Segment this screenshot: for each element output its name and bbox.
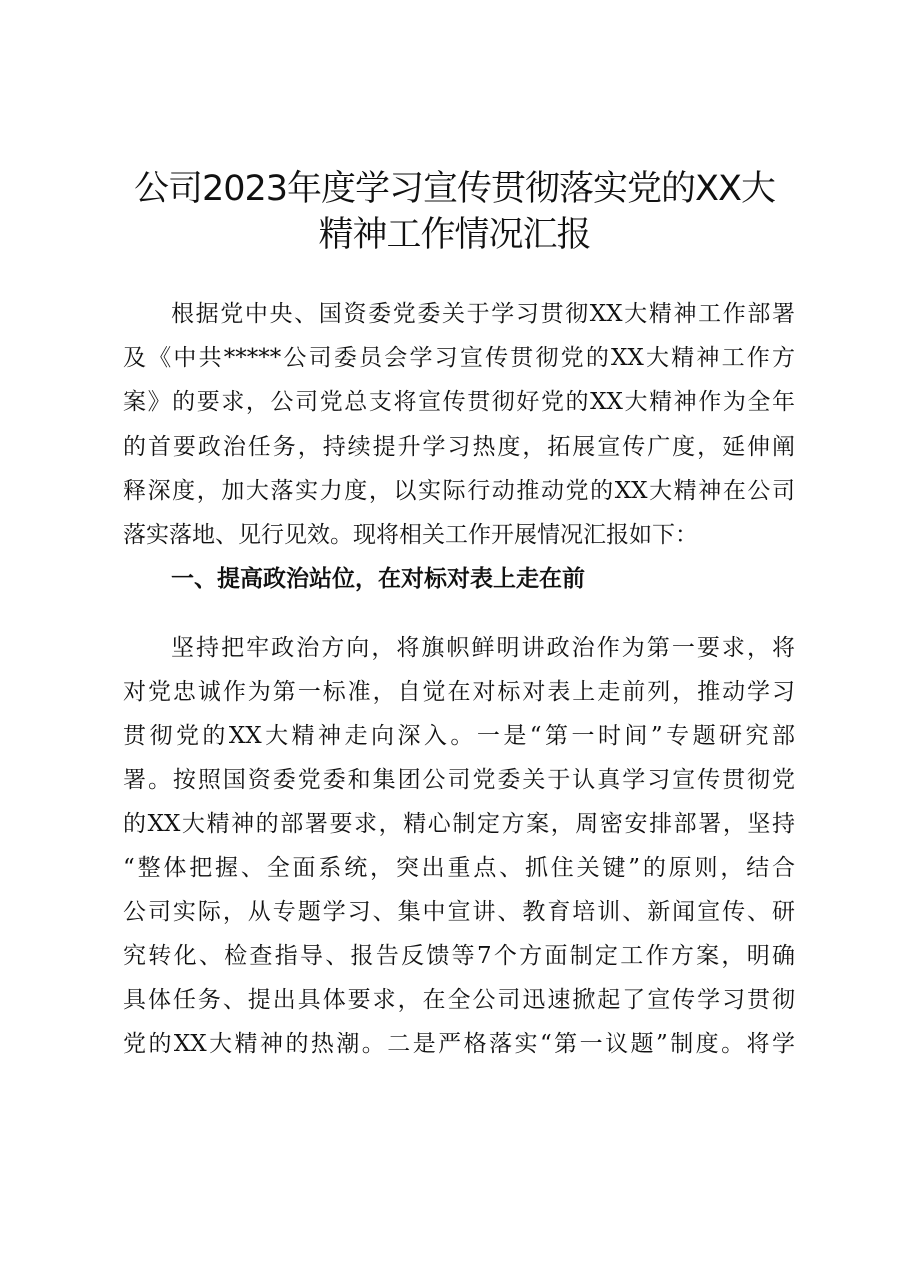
intro-paragraph-line: 根据党中央、国资委党委关于学习贯彻XX大精神工作部署 bbox=[171, 301, 795, 327]
intro-paragraph-line: 的首要政治任务，持续提升学习热度，拓展宣传广度，延伸阐 bbox=[123, 434, 795, 460]
section-paragraph-line: 署。按照国资委党委和集团公司党委关于认真学习宣传贯彻党 bbox=[123, 767, 795, 793]
section-heading: 一、提高政治站位，在对标对表上走在前 bbox=[171, 566, 585, 592]
section-paragraph-line: 具体任务、提出具体要求，在全公司迅速掀起了宣传学习贯彻 bbox=[123, 987, 795, 1013]
intro-paragraph-line: 及《中共*****公司委员会学习宣传贯彻党的XX大精神工作方 bbox=[123, 345, 795, 371]
intro-paragraph-line: 案》的要求，公司党总支将宣传贯彻好党的XX大精神作为全年 bbox=[123, 389, 795, 415]
section-paragraph-line: 贯彻党的XX大精神走向深入。一是“第一时间”专题研究部 bbox=[123, 723, 795, 749]
section-paragraph-line: 究转化、检查指导、报告反馈等7个方面制定工作方案，明确 bbox=[123, 943, 795, 969]
document-title-line-1: 公司2023年度学习宣传贯彻落实党的XX大 bbox=[133, 169, 776, 209]
section-paragraph-line: “整体把握、全面系统，突出重点、抓住关键”的原则，结合 bbox=[123, 855, 795, 881]
section-paragraph-line: 党的XX大精神的热潮。二是严格落实“第一议题”制度。将学 bbox=[123, 1031, 795, 1057]
document-title-line-2: 精神工作情况汇报 bbox=[318, 215, 591, 255]
intro-paragraph-line: 释深度，加大落实力度，以实际行动推动党的XX大精神在公司 bbox=[123, 478, 795, 504]
section-paragraph-line: 坚持把牢政治方向，将旗帜鲜明讲政治作为第一要求，将 bbox=[171, 635, 795, 661]
section-paragraph-line: 的XX大精神的部署要求，精心制定方案，周密安排部署，坚持 bbox=[123, 811, 795, 837]
intro-paragraph-line: 落实落地、见行见效。现将相关工作开展情况汇报如下： bbox=[123, 522, 698, 548]
section-paragraph-line: 公司实际，从专题学习、集中宣讲、教育培训、新闻宣传、研 bbox=[123, 899, 795, 925]
section-paragraph-line: 对党忠诚作为第一标准，自觉在对标对表上走前列，推动学习 bbox=[123, 679, 795, 705]
